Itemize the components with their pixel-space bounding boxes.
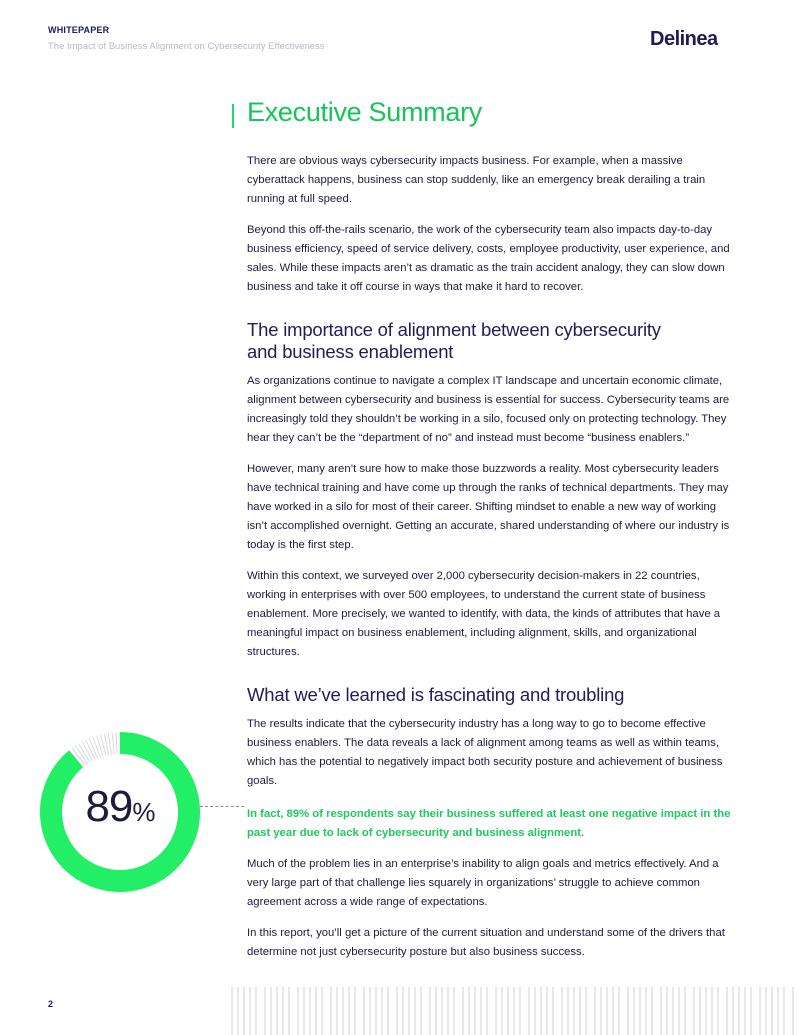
alignment-paragraph-3: Within this context, we surveyed over 2,000 cybersecurity decision-makers in 22 countries, working in enterprises with over 500 employees, to understand the current state of business enablement. More precisely, we wanted to identify, with data, the kinds of attributes that have a meaningful impact on business enablement, including alignment, skills, and organizational structures.	[247, 570, 721, 658]
page-title: Executive Summary	[247, 97, 482, 127]
learned-paragraph-3: In this report, you’ll get a picture of the current situation and understand some of the drivers that determine not just cybersecurity posture but also business success.	[247, 927, 725, 958]
learned-paragraph-1: The results indicate that the cybersecurity industry has a long way to go to become effective business enablers. The data reveals a lack of alignment among teams as well as within teams, which has the potential to negatively impact both security posture and achievement of business goals.	[247, 718, 723, 787]
donut-tick	[97, 735, 103, 756]
header-subtitle: The Impact of Business Alignment on Cybersecurity Effectiveness	[48, 41, 325, 52]
callout-connector-line	[200, 806, 244, 807]
alignment-paragraph-1: As organizations continue to navigate a complex IT landscape and uncertain economic climate, alignment between cybersecurity and business is essential for success. Cybersecurity teams are increasingly told they shouldn’t be working in a silo, focused only on protecting technology. They hear they can’t be the “department of no” and instead must become “business enablers.”	[247, 375, 730, 444]
stat-callout: In fact, 89% of respondents say their business suffered at least one negative impact in the past year due to lack of cybersecurity and business alignment.	[247, 808, 731, 839]
stat-unit: %	[132, 797, 155, 827]
section-heading-alignment: The importance of alignment between cybersecurity and business enablement	[247, 319, 661, 362]
donut-tick	[93, 737, 100, 758]
learned-paragraph-2: Much of the problem lies in an enterprise’s inability to align goals and metrics effectively. And a very large part of that challenge lies squarely in organizations’ struggle to achieve common agreement across a wide range of expectations.	[247, 858, 719, 908]
donut-tick	[116, 732, 117, 754]
decorative-barcode	[230, 985, 800, 1035]
section-heading-learned: What we’ve learned is fascinating and troubling	[247, 684, 625, 705]
section-accent-bar	[232, 104, 234, 128]
donut-tick	[108, 733, 111, 755]
stat-number: 89	[85, 782, 133, 831]
main-content	[247, 152, 737, 974]
intro-paragraph-2: Beyond this off-the-rails scenario, the work of the cybersecurity team also impacts day-to-day business efficiency, speed of service delivery, costs, employee productivity, user experience, and sales. While these impacts aren’t as dramatic as the train accident analogy, they can slow down business and take it off course in ways that make it hard to recover.	[247, 224, 730, 293]
page-number: 2	[48, 999, 54, 1009]
donut-tick	[112, 732, 114, 754]
alignment-paragraph-2: However, many aren’t sure how to make those buzzwords a reality. Most cybersecurity leaders have technical training and have come up through the ranks of technical departments. They may have worked in a silo for most of their career. Shifting mindset to enable a new way of working isn’t accomplished overnight. Getting an accurate, shared understanding of where our industry is today is the first step.	[247, 463, 730, 551]
delinea-logo: Delinea	[650, 28, 718, 50]
stat-value	[40, 782, 200, 832]
intro-paragraph-1: There are obvious ways cybersecurity impacts business. For example, when a massive cyberattack happens, business can stop suddenly, like an emergency break derailing a train running at full speed.	[247, 155, 706, 205]
header-kicker: WHITEPAPER	[48, 25, 110, 35]
